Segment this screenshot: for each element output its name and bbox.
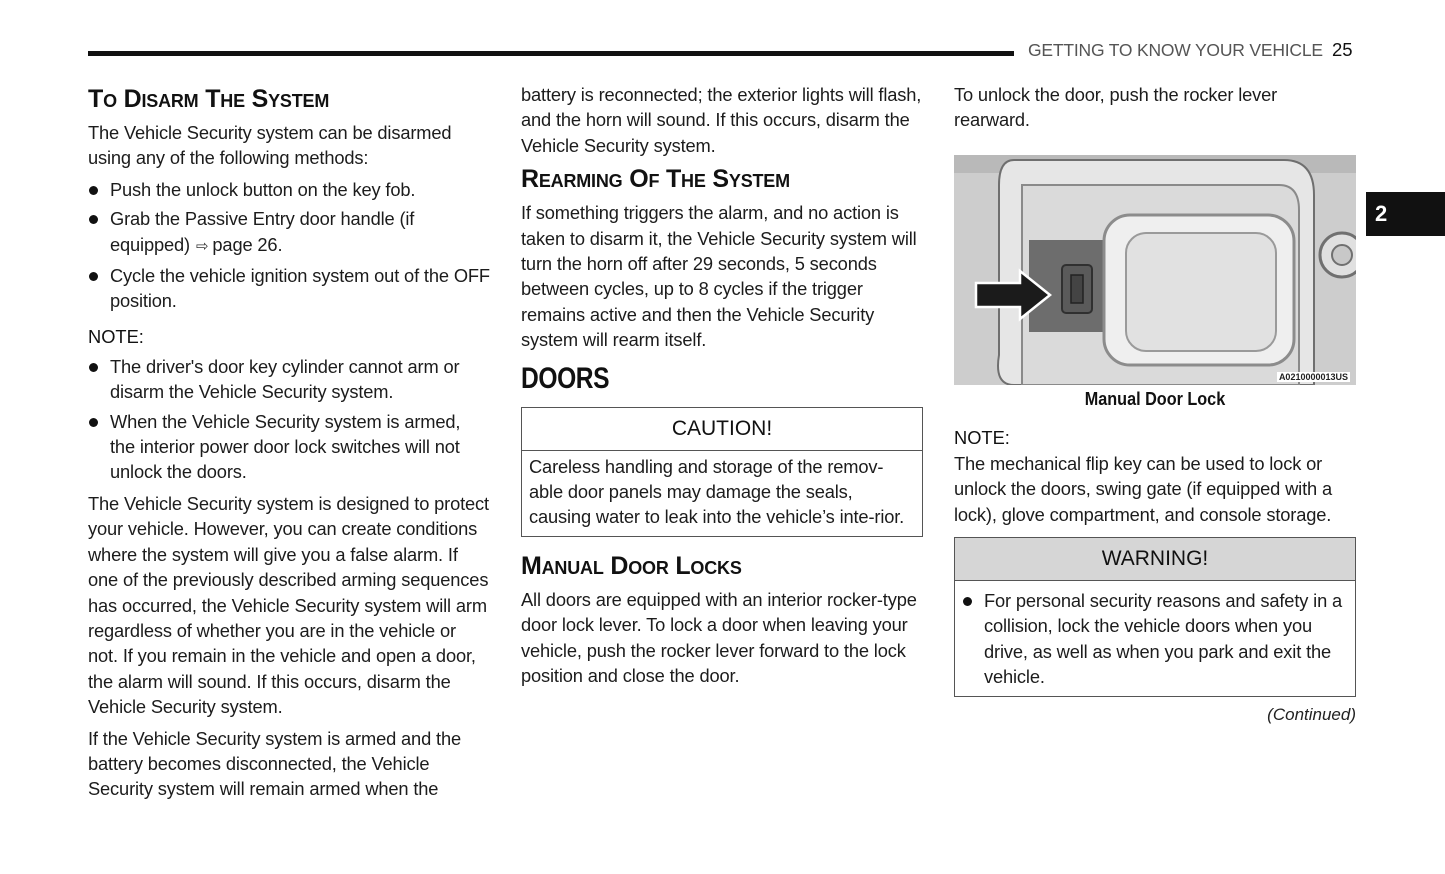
disarm-intro: The Vehicle Security system can be disarmed using any of the following methods: xyxy=(88,122,452,169)
header-rule xyxy=(88,51,1014,56)
rearm-paragraph: If something triggers the alarm, and no action is taken to disarm it, the Vehicle Security system will turn the horn off after 29 seconds, 5 seconds between cycles, up to 8 cycles if the trigger remains active and then the Vehicle Security system will rearm itself. xyxy=(521,202,917,351)
list-item: Grab the Passive Entry door handle (if equipped) ⇨ page 26. xyxy=(88,206,490,259)
note-label: NOTE: xyxy=(954,426,1010,448)
battery-paragraph: If the Vehicle Security system is armed and the battery becomes disconnected, the Vehicle Security system will remain armed when the xyxy=(88,727,461,800)
door-lock-illustration xyxy=(954,155,1356,385)
false-alarm-paragraph: The Vehicle Security system is designed to protect your vehicle. However, you can create conditions where the system will give you a false alarm. If one of the previously described arming sequences has occurred, the Vehicle Security system will arm regardless of whether you are in the vehicle or not. If you remain in the vehicle and open a door, the alarm will sound. If this occurs, disarm the Vehicle Security system. xyxy=(88,492,489,718)
bullet-icon xyxy=(89,186,98,195)
caution-box xyxy=(521,407,923,537)
battery-paragraph-continued: battery is reconnected; the exterior lights will flash, and the horn will sound. If this occurs, disarm the Vehicle Security system. xyxy=(521,84,922,156)
bullet-icon xyxy=(89,363,98,372)
list-item: For personal security reasons and safety in a collision, lock the vehicle doors when you drive, as well as when you park and exit the vehicle. xyxy=(962,588,1348,690)
disarm-heading: To Disarm The System xyxy=(88,85,330,113)
column-3 xyxy=(954,82,1356,725)
list-item: The driver's door key cylinder cannot arm or disarm the Vehicle Security system. xyxy=(88,354,490,405)
continued-label: (Continued) xyxy=(1267,704,1356,724)
rearm-heading: Rearming Of The System xyxy=(521,165,790,194)
caution-title: CAUTION! xyxy=(522,408,922,451)
manual-door-lock-figure xyxy=(954,155,1356,385)
unlock-paragraph: To unlock the door, push the rocker lever rearward. xyxy=(954,84,1278,131)
page-reference-arrow-icon: ⇨ xyxy=(195,237,209,255)
list-item: When the Vehicle Security system is armed, the interior power door lock switches will not unlock the doors. xyxy=(88,409,490,485)
doors-heading: DOORS xyxy=(521,361,610,395)
chapter-tab[interactable]: 2 xyxy=(1366,192,1445,236)
warning-box xyxy=(954,537,1356,697)
manual-locks-heading: Manual Door Locks xyxy=(521,551,742,580)
caution-text: Careless handling and storage of the remov-able door panels may damage the seals, causing water to leak into the vehicle’s inte-rior. xyxy=(529,455,905,528)
column-2 xyxy=(521,82,923,695)
column-1 xyxy=(88,80,490,808)
bullet-icon xyxy=(89,215,98,224)
figure-code: A0210000013US xyxy=(1278,371,1348,382)
list-item: Cycle the vehicle ignition system out of the OFF position. xyxy=(88,263,490,314)
flip-key-note: The mechanical flip key can be used to lock or unlock the doors, swing gate (if equipped with a lock), glove compartment, and console storage. xyxy=(954,452,1332,525)
header-section-title: GETTING TO KNOW YOUR VEHICLE xyxy=(1028,40,1323,60)
page-reference-link[interactable]: page 26. xyxy=(212,233,283,255)
manual-locks-paragraph: All doors are equipped with an interior rocker-type door lock lever. To lock a door when leaving your vehicle, push the rocker lever forward to the lock position and close the door. xyxy=(521,588,917,687)
note-label: NOTE: xyxy=(88,325,144,347)
bullet-icon xyxy=(89,418,98,427)
bullet-icon xyxy=(963,597,972,606)
note-list xyxy=(88,354,490,485)
page-number: 25 xyxy=(1332,39,1353,60)
disarm-methods-list xyxy=(88,177,490,314)
warning-list xyxy=(962,588,1348,690)
list-item: Push the unlock button on the key fob. xyxy=(88,177,490,202)
warning-title: WARNING! xyxy=(955,538,1355,581)
bullet-icon xyxy=(89,272,98,281)
figure-caption: Manual Door Lock xyxy=(1084,388,1226,409)
